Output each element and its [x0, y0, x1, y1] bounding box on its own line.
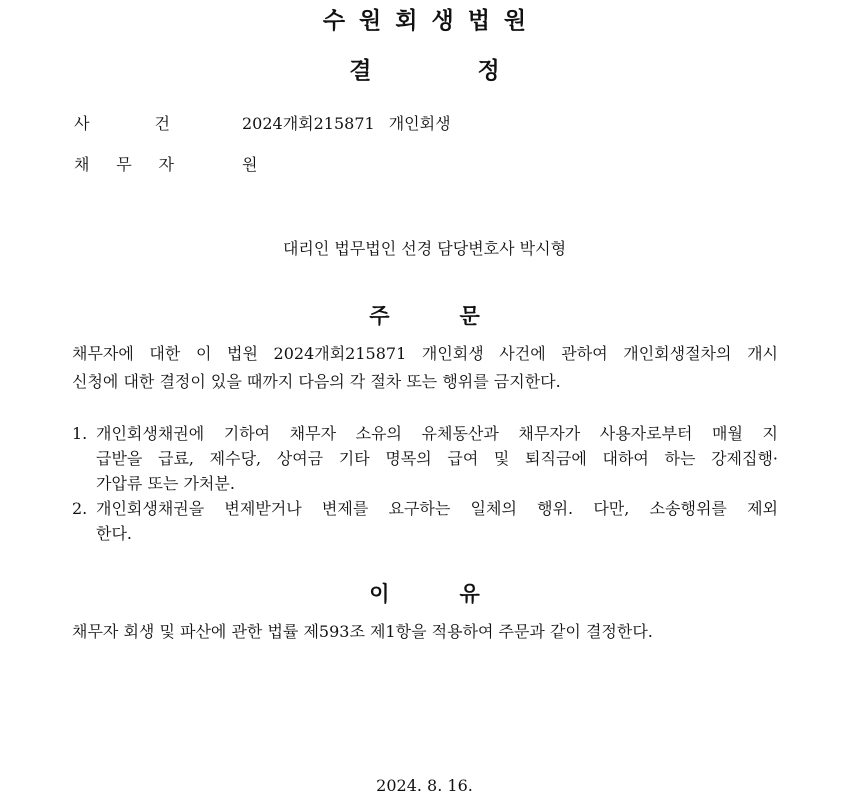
order-heading-char-1: 주: [369, 304, 390, 328]
document-type-char-1: 결: [349, 58, 372, 84]
order-heading: [0, 300, 849, 330]
case-value: [242, 114, 451, 134]
case-label-char-2: 건: [154, 114, 170, 133]
debtor-label-char-3: 자: [158, 155, 174, 174]
order-item-1-line-1: 개인회생채권에 기하여 채무자 소유의 유체동산과 채무자가 사용자로부터 매월 지: [96, 424, 778, 443]
order-item-number: 1.: [72, 424, 88, 443]
case-number: 2024개회215871: [242, 114, 375, 133]
legal-representative: 대리인 법무법인 선경 담당변호사 박시형: [282, 239, 567, 258]
order-paragraph: [72, 340, 778, 396]
debtor-label-char-2: 무: [116, 155, 132, 174]
order-item-2-line-2: 한다.: [96, 524, 132, 543]
order-item-2: [72, 496, 778, 546]
order-item-number: 2.: [72, 499, 88, 518]
debtor-name: 원: [242, 155, 258, 174]
order-item-1: [72, 421, 778, 496]
case-label: [74, 114, 170, 134]
reason-heading: [0, 578, 849, 608]
order-heading-char-2: 문: [459, 304, 480, 328]
document-type-char-2: 정: [477, 58, 500, 84]
debtor-label: [74, 155, 174, 175]
case-label-char-1: 사: [74, 114, 90, 133]
order-item-2-line-1: 개인회생채권을 변제받거나 변제를 요구하는 일체의 행위. 다만, 소송행위를 제외: [96, 499, 778, 518]
order-item-1-line-3: 가압류 또는 가처분.: [96, 474, 235, 493]
order-items-list: [72, 421, 778, 546]
decision-date: 2024. 8. 16.: [376, 776, 473, 795]
order-line-2: 신청에 대한 결정이 있을 때까지 다음의 각 절차 또는 행위를 금지한다.: [72, 372, 561, 391]
case-type: 개인회생: [388, 114, 451, 133]
order-line-1: 채무자에 대한 이 법원 2024개회215871 개인회생 사건에 관하여 개인회생절차의 개시: [72, 344, 778, 363]
reason-heading-char-1: 이: [369, 582, 390, 606]
document-type-title: [0, 52, 849, 85]
reason-line: 채무자 회생 및 파산에 관한 법률 제593조 제1항을 적용하여 주문과 같이 결정한다.: [72, 622, 653, 641]
debtor-label-char-1: 채: [74, 155, 90, 174]
court-name-title: 수원회생법원: [322, 8, 541, 34]
reason-paragraph: [72, 618, 778, 646]
reason-heading-char-2: 유: [459, 582, 480, 606]
order-item-1-line-2: 급받을 급료, 제수당, 상여금 기타 명목의 급여 및 퇴직금에 대하여 하는 강제집행·: [96, 449, 778, 468]
